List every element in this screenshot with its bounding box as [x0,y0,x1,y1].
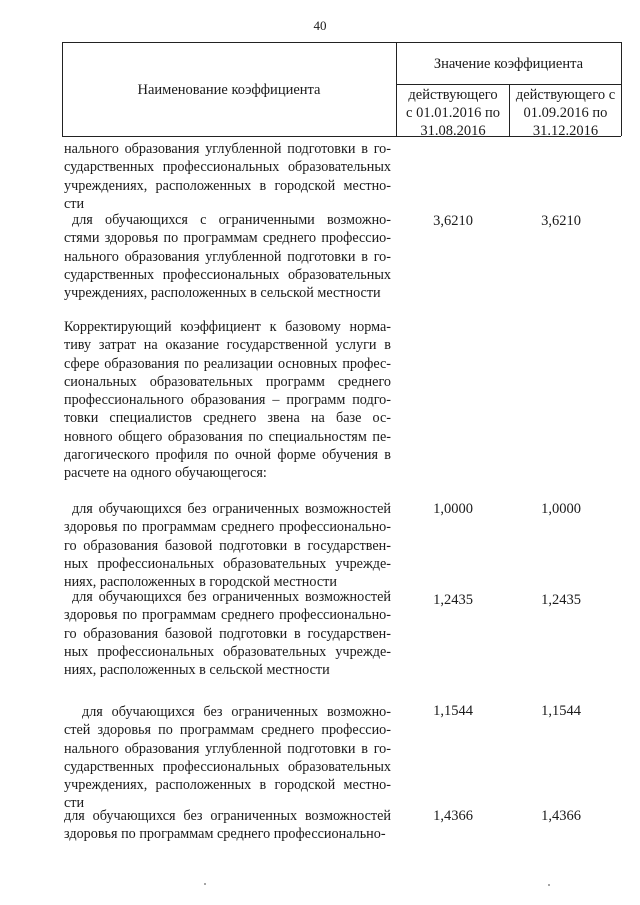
value-period-1: 1,0000 [433,501,473,517]
header-right-border [621,42,622,136]
row-text: для обучающихся без ограниченных возможностей здоровья по программам среднего профессионально-го образования базовой подготовки в государствен-ных профессиональных образовательных учрежде-ниях, расположенных в сельской местности [64,589,391,679]
value-period-2: 1,1544 [541,703,581,719]
scan-speck [548,884,550,886]
value-period-1: 3,6210 [433,213,473,229]
value-period-2: 3,6210 [541,213,581,229]
subheading-period-1: действующего с 01.01.2016 по 31.08.2016 [406,87,500,139]
row-text: для обучающихся без ограниченных возможностей здоровья по программам среднего профессионально- [64,808,391,843]
column-name-heading: Наименование коэффициента [137,82,321,98]
value-period-1: 1,1544 [433,703,473,719]
value-period-2: 1,4366 [541,808,581,824]
row-text: для обучающихся с ограниченными возможно-стями здоровья по программам среднего профессио-нального образования углубленной подготовки в го-сударственных профессиональных образовательных учреждениях, расположенных в сельской местности [64,212,391,302]
column-value-heading: Значение коэффициента [433,56,584,72]
value-period-2: 1,2435 [541,592,581,608]
row-text: нального образования углубленной подготовки в го-сударственных профессиональных образовательных учреждениях, расположенных в городской местно-сти [64,141,391,212]
value-period-1: 1,4366 [433,808,473,824]
scan-speck [204,883,206,885]
row-text: для обучающихся без ограниченных возможностей здоровья по программам среднего профессионально-го образования базовой подготовки в государствен-ных профессиональных образовательных учрежде-ниях, расположенных в городской местности [64,501,391,591]
subheading-period-2: действующего с 01.09.2016 по 31.12.2016 [515,87,616,139]
row-heading-paragraph: Корректирующий коэффициент к базовому норма-тиву затрат на оказание государственной услуги в сфере образования по реализации основных профес-сиональных образовательных программ среднего профессионального образования – программ подго-товки специалистов среднего звена на базе ос-новного общего образования по специальностям пе-дагогического профиля по очной форме обучения в расчете на одного обучающегося: [64,319,391,482]
value-period-2: 1,0000 [541,501,581,517]
page-number: 40 [313,18,327,33]
value-period-1: 1,2435 [433,592,473,608]
header-top-border [62,42,621,43]
row-text: для обучающихся без ограниченных возможно-стей здоровья по программам среднего профессио-нального образования углубленной подготовки в го-сударственных профессиональных образовательных учреждениях, расположенных в городской местно-сти [64,704,391,812]
